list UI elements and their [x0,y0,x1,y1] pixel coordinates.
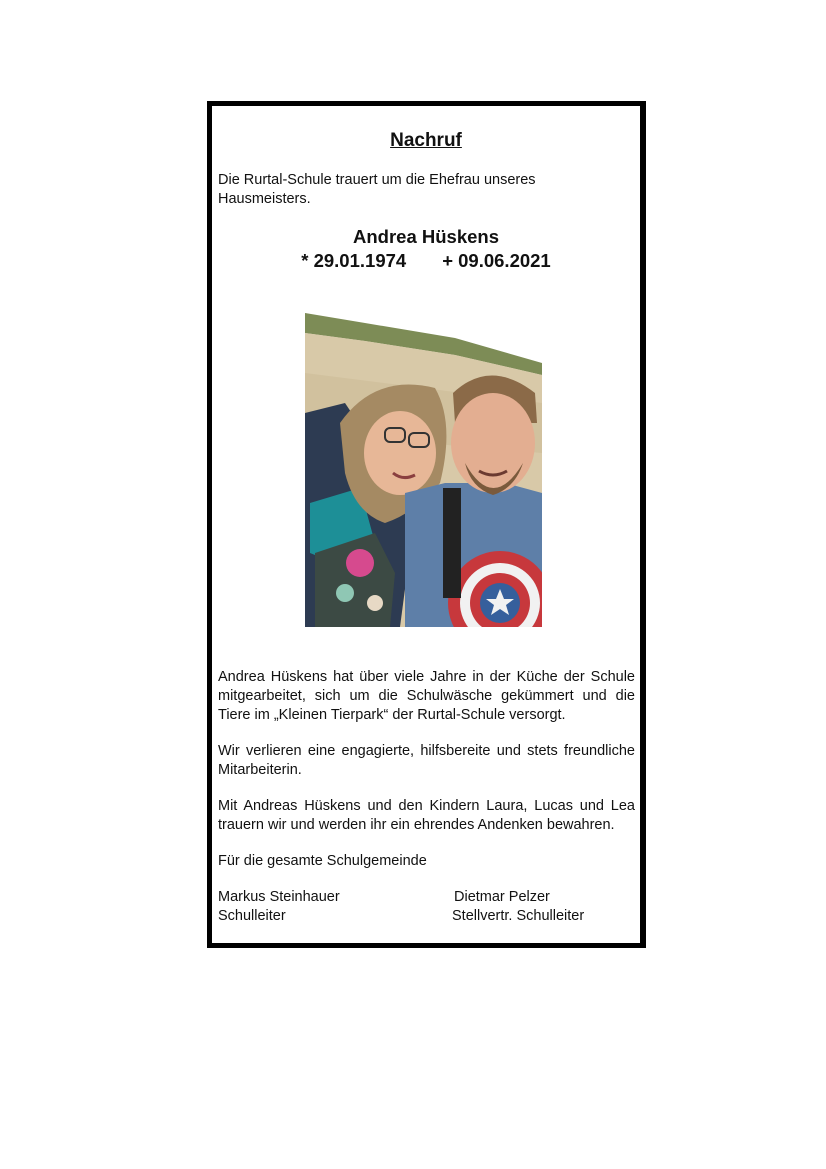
closing-line: Für die gesamte Schulgemeinde [218,853,427,869]
paragraph-character: Wir verlieren eine engagierte, hilfsbereite und stets freundliche Mitarbeiterin. [218,743,635,778]
signer-1-name: Markus Steinhauer [218,889,340,905]
paragraph-family: Mit Andreas Hüskens und den Kindern Laura, Lucas und Lea trauern wir und werden ihr ein ehrendes Andenken bewahren. [218,798,635,833]
life-dates [212,250,640,272]
birth-date: * 29.01.1974 [301,250,407,271]
signer-2-role: Stellvertr. Schulleiter [452,908,585,924]
obituary-body [218,668,635,888]
signer-2-name: Dietmar Pelzer [454,889,550,905]
couple-photo [305,313,542,627]
signer-1-role: Schulleiter [218,908,286,924]
notice-title: Nachruf [390,130,462,151]
death-date: + 09.06.2021 [442,250,551,271]
deceased-name: Andrea Hüskens [353,226,499,247]
intro-text: Die Rurtal-Schule trauert um die Ehefrau unseres Hausmeisters. [218,172,536,207]
obituary-frame [207,101,646,948]
paragraph-work: Andrea Hüskens hat über viele Jahre in der Küche der Schule mitgearbeitet, sich um die Schulwäsche gekümmert und die Tiere im „Kleinen Tierpark“ der Rurtal-Schule versorgt. [218,669,635,723]
